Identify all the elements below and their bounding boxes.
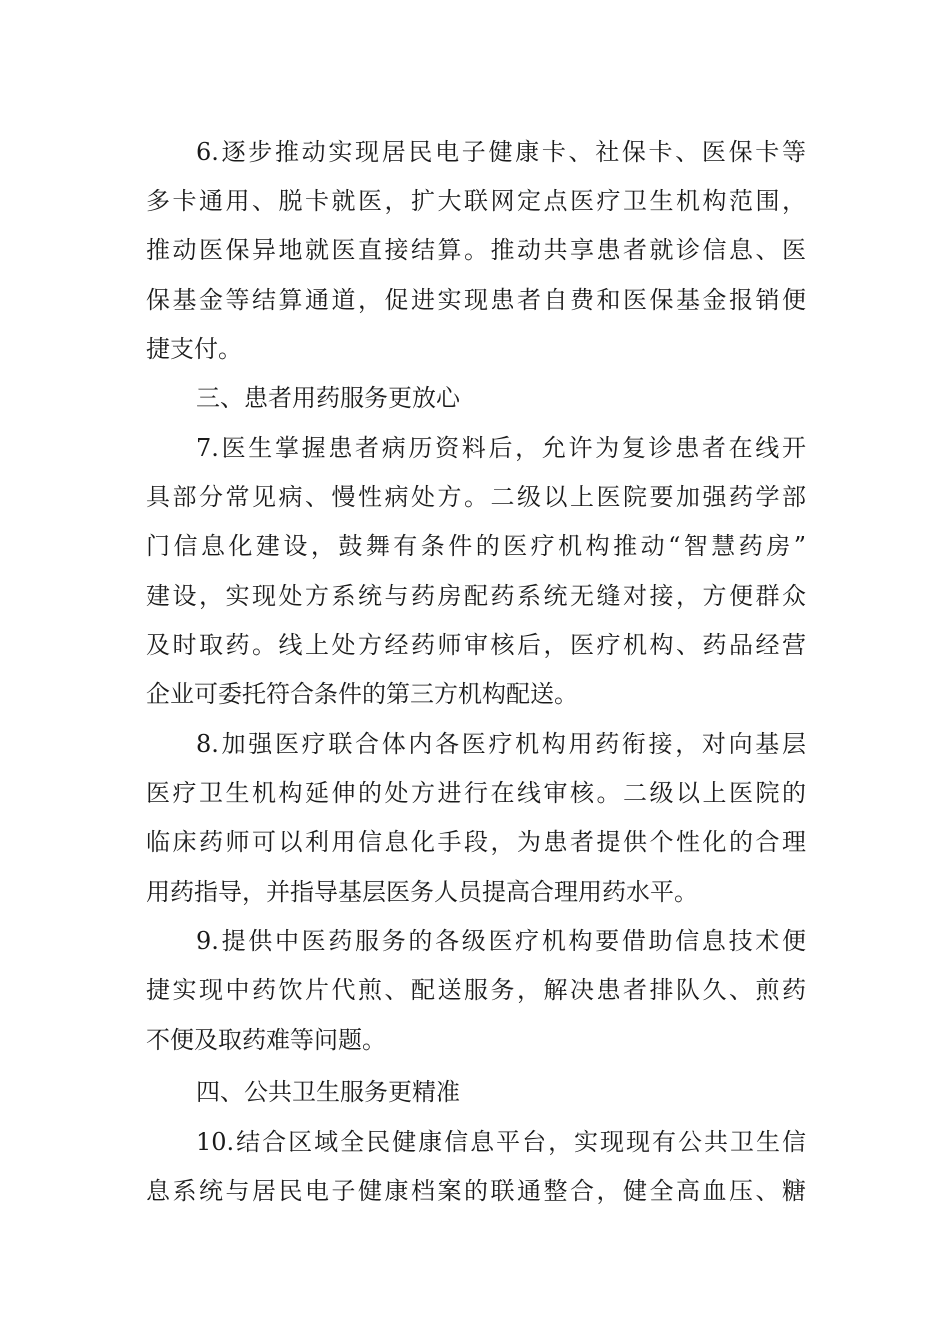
paragraph-7-line-5: 及时取药。线上处方经药师审核后，医疗机构、药品经营 bbox=[146, 631, 806, 659]
paragraph-10-line-1: 10.结合区域全民健康信息平台，实现现有公共卫生信 bbox=[196, 1128, 806, 1156]
paragraph-6-line-4: 保基金等结算通道，促进实现患者自费和医保基金报销便 bbox=[146, 286, 806, 314]
section-4-heading: 四、公共卫生服务更精准 bbox=[196, 1078, 460, 1106]
paragraph-9-line-3: 不便及取药难等问题。 bbox=[146, 1026, 386, 1054]
paragraph-6-line-1: 6.逐步推动实现居民电子健康卡、社保卡、医保卡等 bbox=[196, 138, 806, 166]
section-3-heading: 三、患者用药服务更放心 bbox=[196, 384, 460, 412]
paragraph-9-line-2: 捷实现中药饮片代煎、配送服务，解决患者排队久、煎药 bbox=[146, 976, 806, 1004]
paragraph-7-line-3: 门信息化建设，鼓舞有条件的医疗机构推动“智慧药房” bbox=[146, 532, 806, 560]
paragraph-8-line-1: 8.加强医疗联合体内各医疗机构用药衔接，对向基层 bbox=[196, 730, 806, 758]
paragraph-7-line-6: 企业可委托符合条件的第三方机构配送。 bbox=[146, 680, 578, 708]
paragraph-6-line-3: 推动医保异地就医直接结算。推动共享患者就诊信息、医 bbox=[146, 236, 806, 264]
paragraph-7-line-4: 建设，实现处方系统与药房配药系统无缝对接，方便群众 bbox=[146, 582, 806, 610]
paragraph-7-line-1: 7.医生掌握患者病历资料后，允许为复诊患者在线开 bbox=[196, 434, 806, 462]
paragraph-7-line-2: 具部分常见病、慢性病处方。二级以上医院要加强药学部 bbox=[146, 483, 806, 511]
paragraph-6-line-2: 多卡通用、脱卡就医，扩大联网定点医疗卫生机构范围， bbox=[146, 187, 806, 215]
paragraph-9-line-1: 9.提供中医药服务的各级医疗机构要借助信息技术便 bbox=[196, 927, 806, 955]
paragraph-8-line-3: 临床药师可以利用信息化手段，为患者提供个性化的合理 bbox=[146, 828, 806, 856]
paragraph-6-line-5: 捷支付。 bbox=[146, 335, 242, 363]
paragraph-8-line-2: 医疗卫生机构延伸的处方进行在线审核。二级以上医院的 bbox=[146, 779, 806, 807]
paragraph-10-line-2: 息系统与居民电子健康档案的联通整合，健全高血压、糖 bbox=[146, 1177, 806, 1205]
paragraph-8-line-4: 用药指导，并指导基层医务人员提高合理用药水平。 bbox=[146, 878, 698, 906]
